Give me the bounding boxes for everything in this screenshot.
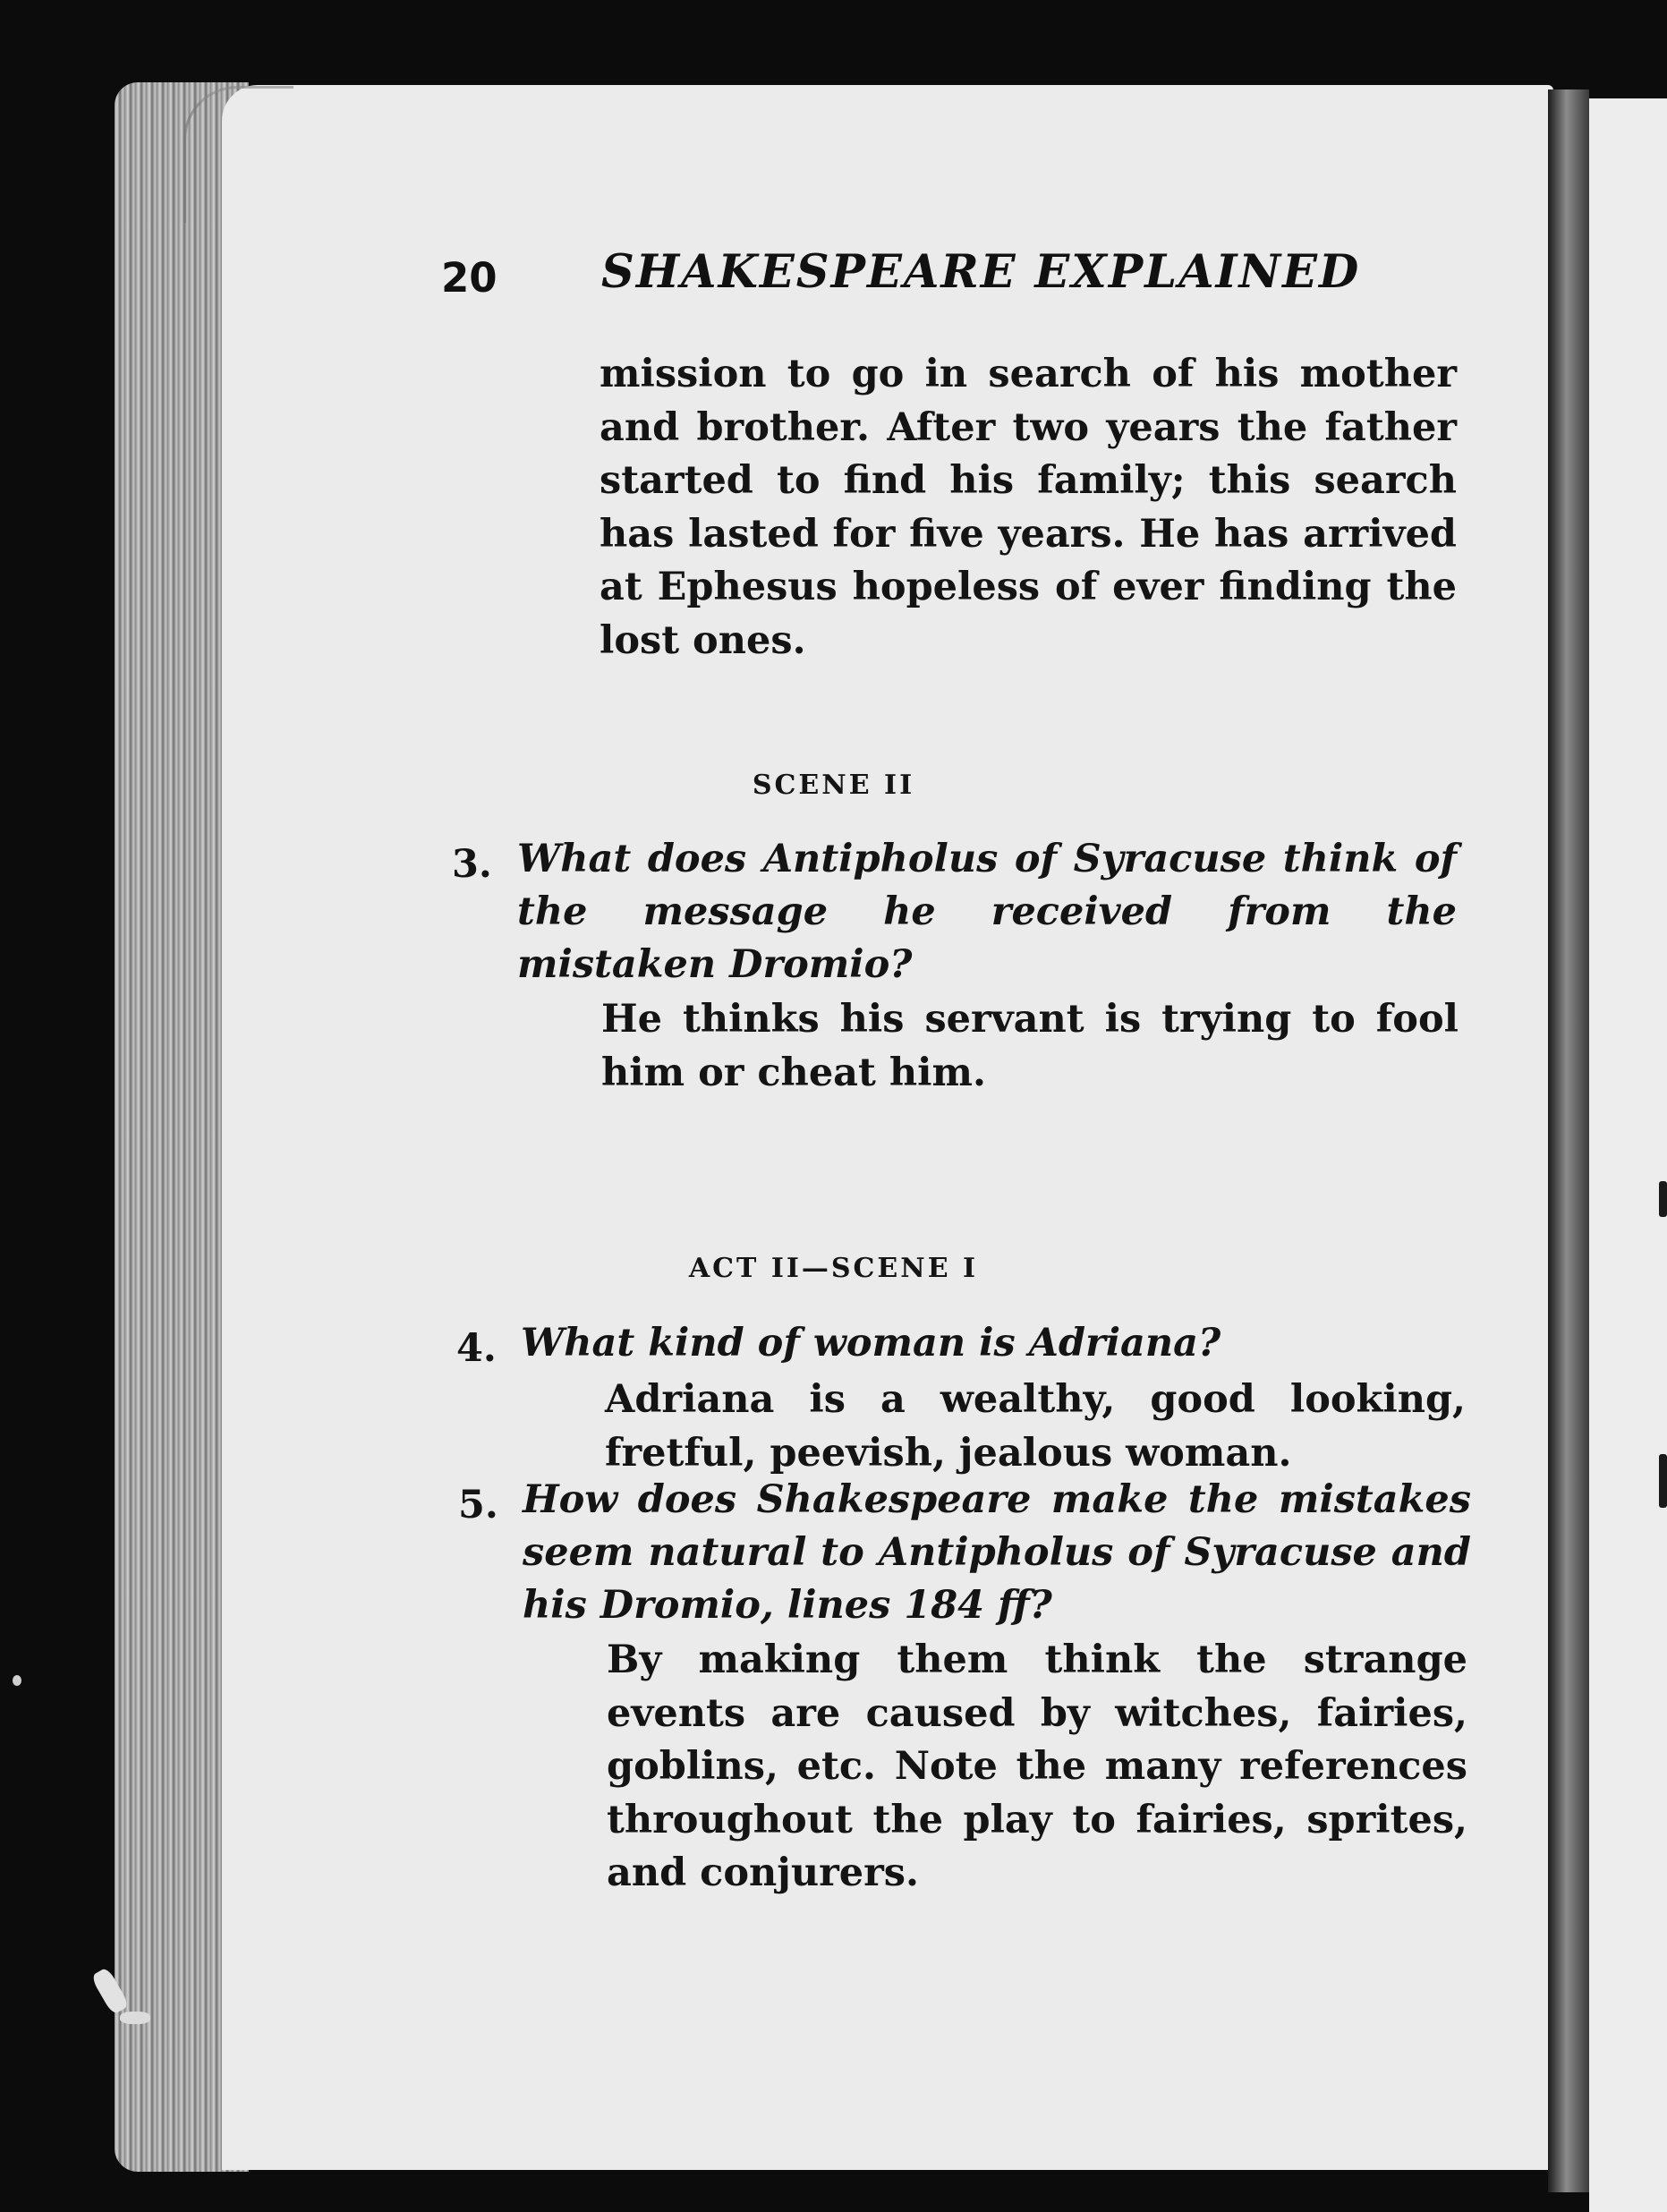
page-corner-fold	[183, 86, 293, 223]
running-header	[0, 234, 1667, 306]
intro-paragraph: mission to go in search of his mother and brother. After two years the father started to find his family; this search has lasted for five years. He has arrived at Ephesus hopeless of ever finding the lost ones.	[600, 352, 1457, 663]
scan-speck	[13, 1675, 21, 1686]
facing-page-edge	[1589, 98, 1667, 2212]
question-text: How does Shakespeare make the mistakes seem natural to Antipholus of Syracuse and his Dromio, lines 184 ff?	[523, 1477, 1471, 1628]
question-text: What kind of woman is Adriana?	[521, 1321, 1221, 1365]
section-heading: ACT II—SCENE I	[688, 1253, 979, 1284]
question-number: 3.	[452, 842, 492, 887]
running-title: SHAKESPEARE EXPLAINED	[601, 245, 1361, 299]
facing-page-mark	[1659, 1181, 1667, 1217]
facing-page-mark	[1659, 1454, 1667, 1508]
section-heading: SCENE II	[752, 770, 915, 801]
answer-text: He thinks his servant is trying to fool him or cheat him.	[601, 997, 1459, 1095]
book-gutter	[1548, 89, 1589, 2192]
answer-text: By making them think the strange events are caused by witches, fairies, goblins, etc. Note the many references throughout the play to fairies, sprites, and conjurers.	[607, 1638, 1467, 1895]
scan-speck	[120, 2012, 150, 2024]
page-number: 20	[441, 254, 498, 302]
question-number: 4.	[456, 1326, 497, 1371]
answer-text: Adriana is a wealthy, good looking, fretful, peevish, jealous woman.	[605, 1377, 1466, 1476]
question-number: 5.	[458, 1483, 498, 1527]
question-text: What does Antipholus of Syracuse think of the message he received from the mistaken Dromio?	[517, 837, 1457, 987]
